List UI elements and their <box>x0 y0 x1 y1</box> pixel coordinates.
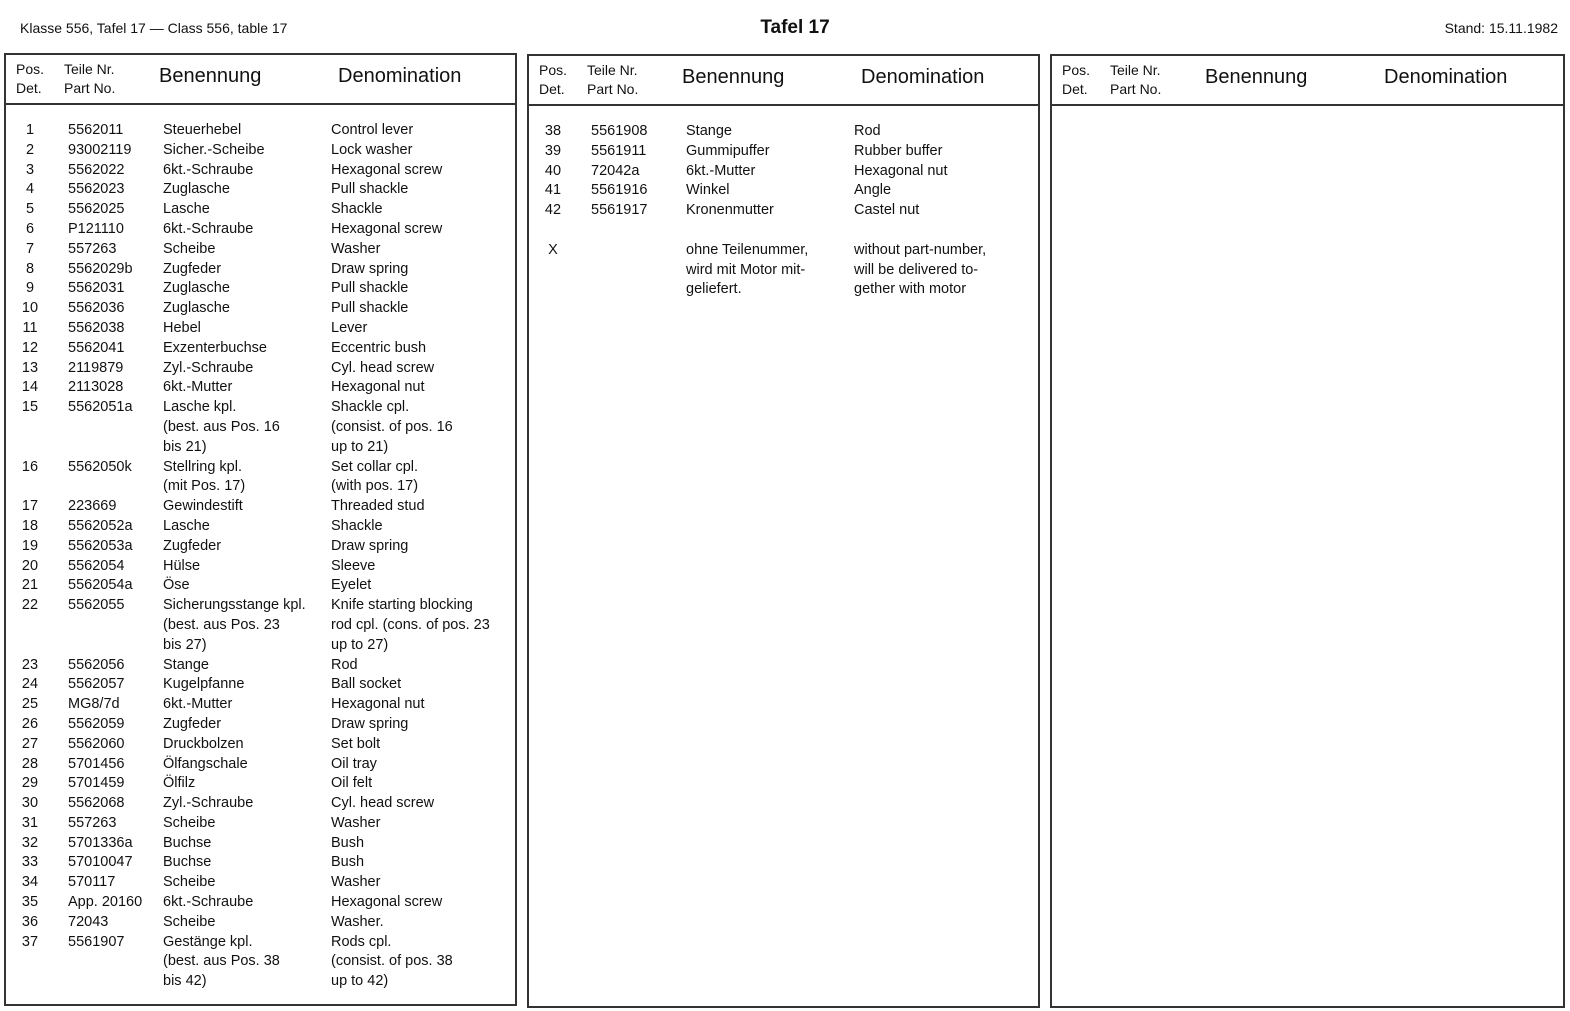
denomination-cell: Pull shackle <box>331 280 409 297</box>
denomination-cell: Hexagonal nut <box>331 379 425 396</box>
denomination-cell: Washer <box>331 240 381 257</box>
denomination-cell: Draw spring <box>331 715 409 732</box>
benennung-cell: 6kt.-Mutter <box>163 696 233 713</box>
denomination-cell: Ball socket <box>331 676 402 693</box>
part-number-cell: 5561908 <box>591 123 648 139</box>
det-header: Det. <box>16 80 42 96</box>
part-no-header-en: Part No. <box>64 80 116 96</box>
part-number-cell: 557263 <box>68 814 117 831</box>
denomination-cell: Eyelet <box>331 577 372 594</box>
pos-cell: X <box>548 241 558 258</box>
benennung-cell: Ölfilz <box>163 775 196 792</box>
denomination-cell: will be delivered to- <box>854 261 979 278</box>
denomination-header: Denomination <box>861 66 985 88</box>
part-number-cell: 2119879 <box>68 359 124 376</box>
table-row <box>6 458 515 498</box>
denomination-cell: Oil tray <box>331 755 377 772</box>
benennung-cell: Sicherungsstange kpl. <box>163 597 306 614</box>
part-number-cell: 557263 <box>68 240 117 257</box>
table-row <box>6 260 515 280</box>
benennung-cell: 6kt.-Mutter <box>686 162 756 179</box>
pos-cell: 27 <box>21 735 39 752</box>
table-row <box>6 576 515 596</box>
pos-cell: 25 <box>21 696 39 713</box>
table-row <box>6 121 515 141</box>
denomination-cell: Hexagonal screw <box>331 220 443 237</box>
pos-cell: 38 <box>544 123 562 139</box>
table-row <box>529 162 1038 182</box>
table-row <box>6 497 515 517</box>
benennung-cell: 6kt.-Schraube <box>163 894 254 911</box>
parts-table-2 <box>527 54 1040 1008</box>
table-header <box>529 56 1038 106</box>
denomination-cell: Washer. <box>331 913 384 930</box>
denomination-cell: Bush <box>331 834 365 851</box>
denomination-cell: Draw spring <box>331 537 409 554</box>
part-number-cell: 5561917 <box>591 202 648 219</box>
benennung-cell: (best. aus Pos. 23 <box>163 616 280 633</box>
class-label: Klasse 556, Tafel 17 — Class 556, table 17 <box>20 20 288 36</box>
pos-cell: 28 <box>21 755 39 772</box>
denomination-cell: (consist. of pos. 38 <box>331 953 453 970</box>
part-no-header: Teile Nr. <box>64 61 115 77</box>
part-number-cell: 2113028 <box>68 379 124 396</box>
denomination-cell: up to 42) <box>331 973 389 990</box>
part-number-cell: MG8/7d <box>68 696 120 713</box>
denomination-cell: Threaded stud <box>331 498 425 515</box>
pos-cell: 13 <box>21 359 39 376</box>
benennung-cell: Stange <box>686 123 732 139</box>
table-row <box>6 695 515 715</box>
parts-table-3 <box>1050 54 1565 1008</box>
pos-cell: 41 <box>544 182 562 199</box>
denomination-header: Denomination <box>338 65 462 87</box>
benennung-cell: Stellring kpl. <box>163 458 242 475</box>
part-number-cell: 5562057 <box>68 676 125 693</box>
table-header <box>1052 56 1563 106</box>
det-header: Det. <box>539 81 565 97</box>
denomination-cell: Set collar cpl. <box>331 458 419 475</box>
pos-cell: 12 <box>21 339 39 356</box>
table-row <box>6 240 515 260</box>
table-row <box>6 220 515 240</box>
pos-cell: 18 <box>21 517 39 534</box>
part-number-cell: 5701336a <box>68 834 133 851</box>
benennung-cell: Lasche <box>163 201 210 218</box>
denomination-cell: Eccentric bush <box>331 339 427 356</box>
part-number-cell: 5561916 <box>591 182 648 199</box>
pos-cell: 2 <box>25 141 35 158</box>
pos-cell: 34 <box>21 874 39 891</box>
table-row <box>6 715 515 735</box>
pos-cell: 40 <box>544 162 562 179</box>
denomination-cell: Control lever <box>331 122 414 138</box>
part-number-cell: 5562059 <box>68 715 125 732</box>
denomination-cell: gether with motor <box>854 281 967 298</box>
part-number-cell: 5562055 <box>68 597 125 614</box>
table-row <box>6 774 515 794</box>
part-number-cell: 5562036 <box>68 300 125 317</box>
table-row <box>6 933 515 992</box>
benennung-cell: Gummipuffer <box>686 142 770 159</box>
benennung-header: Benennung <box>682 66 785 88</box>
pos-header: Pos. <box>539 62 568 78</box>
table-row <box>6 913 515 933</box>
pos-cell: 36 <box>21 913 39 930</box>
table-body <box>6 121 515 992</box>
pos-header: Pos. <box>1062 62 1091 78</box>
denomination-cell: rod cpl. (cons. of pos. 23 <box>331 616 490 633</box>
part-no-header-en: Part No. <box>1110 81 1162 97</box>
part-number-cell: 72042a <box>591 162 640 179</box>
table-row <box>6 141 515 161</box>
benennung-cell: bis 27) <box>163 636 207 653</box>
pos-cell: 15 <box>21 399 39 416</box>
benennung-cell: Hebel <box>163 319 201 336</box>
pos-cell: 32 <box>21 834 39 851</box>
part-number-cell: 5562022 <box>68 161 125 178</box>
table-row <box>529 142 1038 162</box>
pos-cell: 37 <box>21 933 39 950</box>
table-row <box>6 200 515 220</box>
part-number-cell: 5562060 <box>68 735 125 752</box>
pos-cell: 26 <box>21 715 39 732</box>
benennung-cell: (best. aus Pos. 38 <box>163 953 280 970</box>
benennung-cell: Zyl.-Schraube <box>163 795 254 812</box>
benennung-cell: (mit Pos. 17) <box>163 478 246 495</box>
table-row <box>6 893 515 913</box>
table-row <box>6 755 515 775</box>
part-number-cell: 5562053a <box>68 537 133 554</box>
part-number-cell: 5562054 <box>68 557 125 574</box>
part-number-cell: 5562041 <box>68 339 125 356</box>
denomination-cell: Cyl. head screw <box>331 795 435 812</box>
table-row <box>6 378 515 398</box>
table-row <box>529 241 1038 300</box>
pos-cell: 3 <box>25 161 35 178</box>
benennung-cell: Zuglasche <box>163 280 230 297</box>
pos-cell: 8 <box>25 260 35 277</box>
part-number-cell: 223669 <box>68 498 117 515</box>
benennung-cell: Druckbolzen <box>163 735 244 752</box>
benennung-header: Benennung <box>1205 66 1308 88</box>
benennung-cell: Exzenterbuchse <box>163 339 267 356</box>
benennung-cell: Gestänge kpl. <box>163 933 253 950</box>
table-row <box>6 279 515 299</box>
pos-cell: 30 <box>21 795 39 812</box>
table-row <box>6 675 515 695</box>
denomination-header: Denomination <box>1384 66 1508 88</box>
benennung-cell: Zyl.-Schraube <box>163 359 254 376</box>
benennung-cell: bis 42) <box>163 973 207 990</box>
denomination-cell: Rod <box>331 656 358 673</box>
part-number-cell: 57010047 <box>68 854 133 871</box>
part-number-cell: 5562029b <box>68 260 133 277</box>
denomination-cell: Set bolt <box>331 735 381 752</box>
benennung-cell: Scheibe <box>163 240 216 257</box>
part-number-cell: 5562056 <box>68 656 125 673</box>
table-row <box>6 359 515 379</box>
part-number-cell: 5562050k <box>68 458 132 475</box>
benennung-cell: 6kt.-Schraube <box>163 161 254 178</box>
table-row <box>6 873 515 893</box>
benennung-cell: Stange <box>163 656 209 673</box>
table-header <box>6 55 515 105</box>
benennung-cell: (best. aus Pos. 16 <box>163 418 280 435</box>
pos-cell: 6 <box>25 220 35 237</box>
benennung-cell: Steuerhebel <box>163 122 242 138</box>
pos-cell: 35 <box>21 894 39 911</box>
pos-cell: 11 <box>22 319 38 336</box>
pos-cell: 7 <box>25 240 35 257</box>
denomination-cell: Cyl. head screw <box>331 359 435 376</box>
denomination-cell: Lock washer <box>331 141 413 158</box>
part-no-header: Teile Nr. <box>1110 62 1161 78</box>
table-row <box>6 557 515 577</box>
pos-cell: 42 <box>544 202 562 219</box>
pos-cell: 19 <box>21 537 39 554</box>
table-row <box>529 201 1038 221</box>
part-number-cell: 5701456 <box>68 755 125 772</box>
benennung-cell: Buchse <box>163 834 212 851</box>
denomination-cell: Hexagonal nut <box>854 162 948 179</box>
benennung-cell: Kugelpfanne <box>163 676 245 693</box>
table-row <box>529 122 1038 142</box>
table-row <box>6 834 515 854</box>
table-row <box>6 537 515 557</box>
part-number-cell: 5561907 <box>68 933 125 950</box>
table-row <box>6 319 515 339</box>
pos-cell: 39 <box>544 142 562 159</box>
denomination-cell: up to 21) <box>331 438 389 455</box>
benennung-cell: Öse <box>163 577 190 594</box>
pos-cell: 5 <box>25 201 35 218</box>
table-row <box>6 735 515 755</box>
benennung-cell: bis 21) <box>163 438 207 455</box>
denomination-cell: Rods cpl. <box>331 933 392 950</box>
denomination-cell: Shackle <box>331 517 383 534</box>
benennung-cell: Sicher.-Scheibe <box>163 141 265 158</box>
pos-cell: 31 <box>21 814 39 831</box>
benennung-cell: Zugfeder <box>163 260 222 277</box>
pos-header: Pos. <box>16 61 45 77</box>
denomination-cell: Castel nut <box>854 202 920 219</box>
denomination-cell: Lever <box>331 319 368 336</box>
denomination-cell: (with pos. 17) <box>331 478 419 495</box>
pos-cell: 9 <box>25 280 35 297</box>
benennung-cell: Ölfangschale <box>163 755 248 772</box>
benennung-cell: Zugfeder <box>163 715 222 732</box>
part-number-cell: 5562023 <box>68 181 125 198</box>
part-number-cell: 72043 <box>68 913 109 930</box>
denomination-cell: Washer <box>331 874 381 891</box>
pos-cell: 20 <box>21 557 39 574</box>
table-row <box>6 814 515 834</box>
benennung-cell: Lasche kpl. <box>163 399 237 416</box>
benennung-cell: Scheibe <box>163 814 216 831</box>
benennung-cell: ohne Teilenummer, <box>686 241 809 258</box>
denomination-cell: Hexagonal nut <box>331 696 425 713</box>
denomination-cell: Hexagonal screw <box>331 161 443 178</box>
pos-cell: 33 <box>21 854 39 871</box>
denomination-cell: Sleeve <box>331 557 376 574</box>
pos-cell: 17 <box>21 498 39 515</box>
denomination-cell: Hexagonal screw <box>331 894 443 911</box>
part-number-cell: 5562052a <box>68 517 133 534</box>
denomination-cell: Pull shackle <box>331 181 409 198</box>
table-row <box>6 339 515 359</box>
benennung-cell: 6kt.-Mutter <box>163 379 233 396</box>
benennung-header: Benennung <box>159 65 262 87</box>
benennung-cell: Zuglasche <box>163 181 230 198</box>
table-row <box>6 161 515 181</box>
part-number-cell: P121110 <box>68 220 124 237</box>
parts-table-1 <box>4 53 517 1006</box>
benennung-cell: Zuglasche <box>163 300 230 317</box>
table-row <box>6 853 515 873</box>
benennung-cell: Buchse <box>163 854 212 871</box>
denomination-cell: Bush <box>331 854 365 871</box>
part-number-cell: 5562038 <box>68 319 125 336</box>
table-row <box>6 656 515 676</box>
page-title: Tafel 17 <box>760 17 830 38</box>
benennung-cell: Gewindestift <box>163 498 243 515</box>
denomination-cell: Pull shackle <box>331 300 409 317</box>
denomination-cell: Rod <box>854 123 881 139</box>
part-number-cell: 5562025 <box>68 201 125 218</box>
table-row <box>529 181 1038 201</box>
pos-cell: 23 <box>21 656 39 673</box>
denomination-cell: Rubber buffer <box>854 142 943 159</box>
part-number-cell: 5701459 <box>68 775 125 792</box>
part-number-cell: 5562011 <box>68 122 124 138</box>
part-no-header-en: Part No. <box>587 81 639 97</box>
benennung-cell: 6kt.-Schraube <box>163 220 254 237</box>
denomination-cell: Washer <box>331 814 381 831</box>
denomination-cell: Oil felt <box>331 775 373 792</box>
benennung-cell: wird mit Motor mit- <box>686 261 806 278</box>
benennung-cell: geliefert. <box>686 281 742 298</box>
part-no-header: Teile Nr. <box>587 62 638 78</box>
benennung-cell: Scheibe <box>163 913 216 930</box>
denomination-cell: without part-number, <box>854 241 987 258</box>
benennung-cell: Scheibe <box>163 874 216 891</box>
part-number-cell: 5562051a <box>68 399 133 416</box>
part-number-cell: App. 20160 <box>68 894 143 911</box>
pos-cell: 22 <box>21 597 39 614</box>
det-header: Det. <box>1062 81 1088 97</box>
table-row <box>6 596 515 655</box>
benennung-cell: Winkel <box>686 182 730 199</box>
denomination-cell: Angle <box>854 182 892 199</box>
pos-cell: 24 <box>21 676 39 693</box>
denomination-cell: Shackle <box>331 201 383 218</box>
part-number-cell: 5562068 <box>68 795 125 812</box>
benennung-cell: Kronenmutter <box>686 202 774 219</box>
table-body <box>529 122 1038 300</box>
part-number-cell: 5562031 <box>68 280 125 297</box>
pos-cell: 16 <box>21 458 39 475</box>
pos-cell: 4 <box>25 181 35 198</box>
pos-cell: 1 <box>25 122 35 138</box>
table-row <box>6 794 515 814</box>
benennung-cell: Hülse <box>163 557 201 574</box>
part-number-cell: 93002119 <box>68 141 132 158</box>
date-stamp: Stand: 15.11.1982 <box>1444 20 1558 36</box>
part-number-cell: 5562054a <box>68 577 133 594</box>
table-row <box>6 517 515 537</box>
pos-cell: 29 <box>21 775 39 792</box>
part-number-cell: 570117 <box>68 874 116 891</box>
table-row <box>6 299 515 319</box>
pos-cell: 10 <box>21 300 39 317</box>
benennung-cell: Zugfeder <box>163 537 222 554</box>
denomination-cell: Draw spring <box>331 260 409 277</box>
denomination-cell: Knife starting blocking <box>331 597 473 614</box>
table-row <box>6 398 515 457</box>
table-row <box>6 180 515 200</box>
benennung-cell: Lasche <box>163 517 210 534</box>
pos-cell: 14 <box>21 379 39 396</box>
denomination-cell: Shackle cpl. <box>331 399 410 416</box>
denomination-cell: up to 27) <box>331 636 389 653</box>
pos-cell: 21 <box>21 577 39 594</box>
spacer <box>529 221 1038 241</box>
part-number-cell: 5561911 <box>591 142 647 159</box>
denomination-cell: (consist. of pos. 16 <box>331 418 453 435</box>
